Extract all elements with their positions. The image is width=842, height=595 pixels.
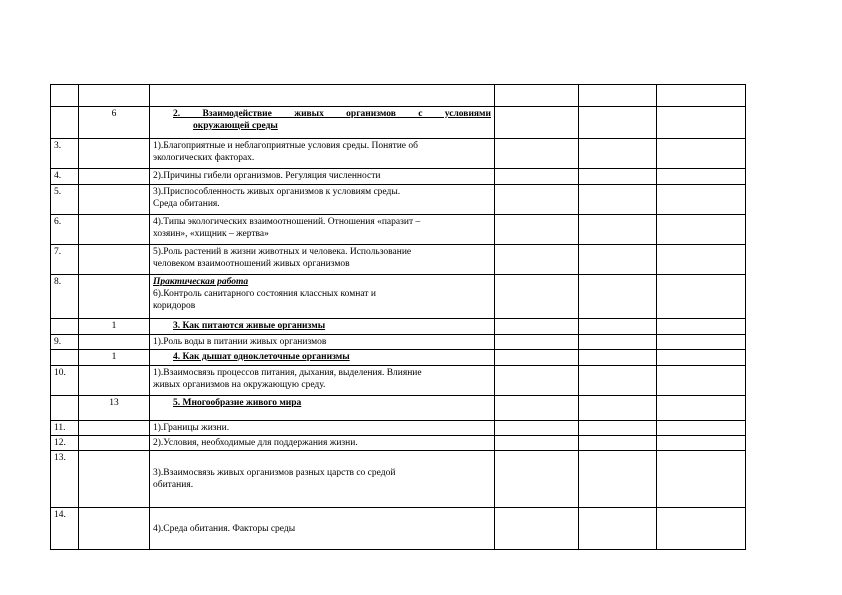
lesson-number-cell: 9. [51,335,79,350]
topic-line: 3).Взаимосвязь живых организмов разных царств со средой [153,468,396,478]
topic-line: хозяин», «хищник – жертва» [153,229,269,239]
empty-cell [579,275,657,319]
hours-cell [79,169,150,185]
empty-cell [495,139,579,169]
hours-cell [79,436,150,451]
empty-cell [495,169,579,185]
hours-cell: 1 [79,350,150,366]
hours-cell [79,451,150,508]
section-title-cell [150,319,495,335]
section-title: 2. Взаимодействие живых организмов с условиями [173,109,491,119]
empty-cell [657,245,746,275]
empty-cell [657,451,746,508]
lesson-plan-table [50,84,746,550]
lesson-number-cell [51,396,79,421]
lesson-number-cell [51,350,79,366]
section-row [51,350,746,366]
empty-cell [579,139,657,169]
table-row [51,335,746,350]
topic-line: обитания. [153,480,194,490]
empty-cell [657,350,746,366]
empty-cell [657,185,746,215]
empty-cell [657,436,746,451]
topic-line: 2).Причины гибели организмов. Регуляция численности [153,171,381,181]
empty-cell [495,436,579,451]
table-row [51,421,746,436]
empty-cell [579,215,657,245]
topic-line: 3).Приспособленность живых организмов к условиям среды. [153,187,401,197]
empty-cell [657,335,746,350]
empty-cell [495,508,579,550]
empty-cell [495,275,579,319]
table-row [51,451,746,508]
empty-cell [579,436,657,451]
topic-cell [150,451,495,508]
empty-cell [657,366,746,396]
empty-cell [657,107,746,139]
empty-cell [657,275,746,319]
empty-cell [579,107,657,139]
section-title: 3. Как питаются живые организмы [173,321,326,331]
section-title-continued: окружающей среды [193,121,278,131]
lesson-number-cell [51,85,79,107]
topic-cell [150,421,495,436]
empty-cell [657,319,746,335]
topic-line: 1).Благоприятные и неблагоприятные условия среды. Понятие об [153,141,418,151]
lesson-number-cell: 6. [51,215,79,245]
hours-cell [79,185,150,215]
topic-line: 4).Среда обитания. Факторы среды [153,523,296,534]
topic-line: Среда обитания. [153,199,220,209]
topic-line: 1).Взаимосвязь процессов питания, дыхания, выделения. Влияние [153,368,422,378]
hours-cell [79,85,150,107]
topic-cell [150,85,495,107]
empty-cell [579,350,657,366]
topic-line: 1).Границы жизни. [153,423,230,433]
hours-cell [79,335,150,350]
lesson-number-cell: 4. [51,169,79,185]
section-title: 5. Многообразие живого мира [173,398,302,408]
lesson-number-cell [51,107,79,139]
hours-cell: 13 [79,396,150,421]
lesson-number-cell: 11. [51,421,79,436]
hours-cell [79,139,150,169]
empty-cell [579,508,657,550]
section-row [51,396,746,421]
hours-cell [79,508,150,550]
empty-cell [579,421,657,436]
empty-cell [657,508,746,550]
lesson-number-cell [51,319,79,335]
hours-cell: 1 [79,319,150,335]
empty-cell [579,396,657,421]
practical-work-label: Практическая работа [153,277,249,287]
topic-cell [150,275,495,319]
topic-line: 6).Контроль санитарного состояния классных комнат и [153,289,376,299]
hours-cell [79,366,150,396]
empty-cell [495,350,579,366]
table-row [51,169,746,185]
topic-cell [150,169,495,185]
empty-cell [495,396,579,421]
empty-cell [495,185,579,215]
section-row [51,107,746,139]
empty-cell [579,245,657,275]
topic-cell [150,245,495,275]
hours-cell [79,421,150,436]
lesson-number-cell: 8. [51,275,79,319]
empty-cell [495,451,579,508]
empty-cell [579,335,657,350]
topic-line: 4).Типы экологических взаимоотношений. Отношения «паразит – [153,217,421,227]
empty-cell [495,366,579,396]
empty-cell [579,451,657,508]
topic-line: живых организмов на окружающую среду. [153,380,326,390]
empty-cell [495,319,579,335]
table-row [51,436,746,451]
section-title-cell [150,350,495,366]
topic-cell [150,366,495,396]
table-row [51,85,746,107]
table-row [51,139,746,169]
empty-cell [495,215,579,245]
topic-cell [150,335,495,350]
topic-cell [150,436,495,451]
table-row [51,215,746,245]
lesson-number-cell: 3. [51,139,79,169]
empty-cell [495,245,579,275]
topic-line: экологических факторах. [153,153,255,163]
table-row [51,508,746,550]
empty-cell [579,85,657,107]
table-row [51,275,746,319]
topic-line: человеком взаимоотношений живых организмов [153,259,350,269]
section-title: 4. Как дышат одноклеточные организмы [173,352,350,362]
hours-cell [79,275,150,319]
lesson-number-cell: 5. [51,185,79,215]
section-title-cell [150,107,495,139]
hours-cell [79,245,150,275]
empty-cell [579,169,657,185]
empty-cell [579,366,657,396]
lesson-number-cell: 14. [51,508,79,550]
empty-cell [579,185,657,215]
empty-cell [495,421,579,436]
empty-cell [495,107,579,139]
empty-cell [495,85,579,107]
topic-cell [150,185,495,215]
lesson-number-cell: 13. [51,451,79,508]
empty-cell [657,139,746,169]
table-row [51,185,746,215]
empty-cell [657,215,746,245]
empty-cell [657,421,746,436]
hours-cell [79,215,150,245]
empty-cell [495,335,579,350]
topic-cell [150,139,495,169]
table-row [51,245,746,275]
empty-cell [579,319,657,335]
hours-cell: 6 [79,107,150,139]
lesson-number-cell: 10. [51,366,79,396]
section-row [51,319,746,335]
lesson-number-cell: 12. [51,436,79,451]
section-title-cell [150,396,495,421]
empty-cell [657,396,746,421]
topic-cell [150,508,495,550]
empty-cell [657,169,746,185]
empty-cell [657,85,746,107]
topic-cell [150,215,495,245]
topic-line: 5).Роль растений в жизни животных и человека. Использование [153,247,412,257]
topic-line: 1).Роль воды в питании живых организмов [153,337,327,347]
topic-line: 2).Условия, необходимые для поддержания жизни. [153,438,358,448]
topic-line: коридоров [153,301,196,311]
lesson-number-cell: 7. [51,245,79,275]
table-row [51,366,746,396]
